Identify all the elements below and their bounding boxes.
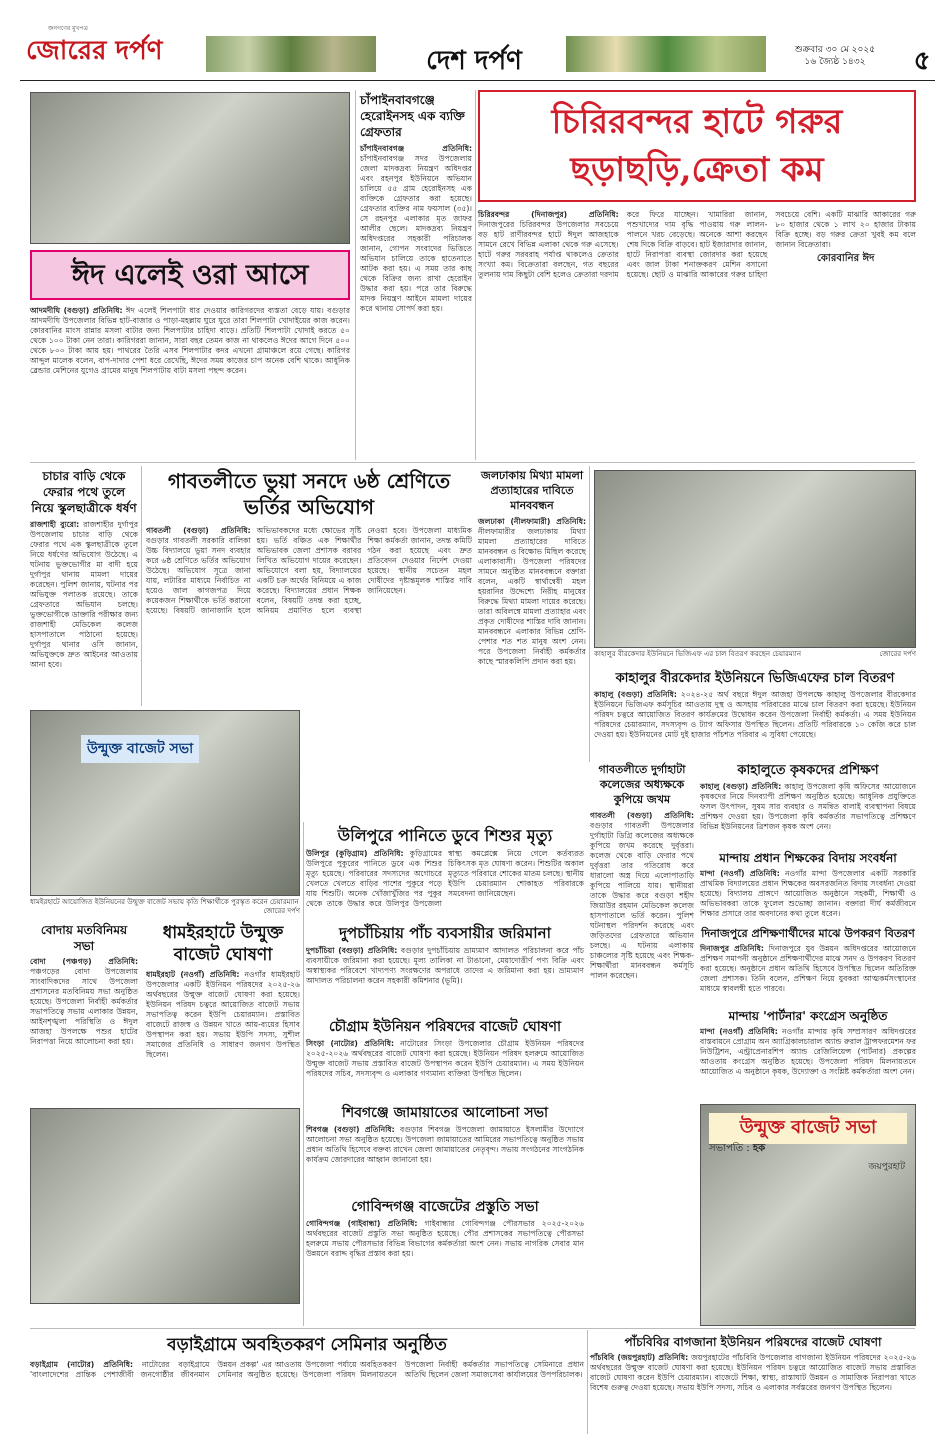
chougram-article (306, 1018, 584, 1102)
jaldhaka-article (478, 468, 586, 820)
gabtoli-college-dateline: গাবতলী (বগুড়া) প্রতিনিধি: (590, 811, 694, 820)
masthead-rule (20, 80, 935, 81)
date-bangla: ১৬ জ্যৈষ্ঠ ১৪৩২ (804, 57, 866, 67)
dupchanchia-dateline: দুপচাঁচিয়া (বগুড়া) প্রতিনিধি: (306, 946, 398, 955)
eid-feature-banner (30, 250, 350, 300)
chirirbandar-headline: চিরিরবন্দর হাটে গরুর ছড়াছড়ি,ক্রেতা কম (551, 102, 843, 190)
gabtoli-headline: গাবতলীতে ভুয়া সনদে ৬ষ্ঠ শ্রেণিতে ভর্তির অভিযোগ (167, 469, 451, 519)
ulipur-body: কুড়িগ্রামের উলিপুরে পুকুরের পানিতে ডুবে এক শিশুর মৃত্যু হয়েছে। পরিবারের সদস্যদের অগোচরে খেলতে খেলতে বাড়ির পাশের পুকুরে পড়ে যায় শিশুটি। অনেক খোঁজাখুঁজির পর পুকুর থেকে তাকে উদ্ধার করে উলিপুর উপজেলা স্বাস্থ্য কমপ্লেক্সে নিয়ে গেলে কর্তব্যরত চিকিৎসক মৃত ঘোষণা করেন। শিশুটির অকাল মৃত্যুতে পরিবারে শোকের মাতম চলছে। স্থানীয় ইউপি চেয়ারম্যান শোকাহত পরিবারকে সমবেদনা জানিয়েছেন। (306, 849, 584, 908)
rape-body: রাজশাহীর দুর্গাপুর উপজেলায় চাচার বাড়ি থেকে ফেরার পথে এক স্কুলছাত্রীকে তুলে নিয়ে ধর্ষণের অভিযোগ উঠেছে। এ ঘটনায় ভুক্তভোগীর মা বাদী হয়ে দুর্গাপুর থানায় মামলা দায়ের করেছেন। পুলিশ জানায়, ঘটনার পর অভিযুক্ত পলাতক রয়েছে। তাকে গ্রেফতারে অভিযান চলছে। ভুক্তভোগীকে ডাক্তারি পরীক্ষার জন্য রাজশাহী মেডিকেল কলেজ হাসপাতালে পাঠানো হয়েছে। দুর্গাপুর থানার ওসি জানান, অভিযুক্তকে দ্রুত আইনের আওতায় আনা হবে। (30, 520, 138, 669)
dhamoirhat-dateline: ধামইরহাট (নওগাঁ) প্রতিনিধি: (146, 970, 240, 979)
jaldhaka-dateline: জলঢাকা (নীলফামারী) প্রতিনিধি: (478, 517, 586, 526)
gobindaganj-body: গাইবান্ধার গোবিন্দগঞ্জ পৌরসভার ২০২৫-২০২৬ অর্থবছরের বাজেট প্রস্তুতি সভা অনুষ্ঠিত হয়েছে। পৌর প্রশাসকের সভাপতিত্বে পৌরসভা হলরুমে সভায় পৌরসভার বিভিন্ন বিভাগের কর্মকর্তারা অংশ নেন। সভায় নাগরিক সেবার মান উন্নয়নে বরাদ্দ বৃদ্ধির প্রস্তাব করা হয়। (306, 1219, 584, 1258)
farewell-body: নওগাঁর মান্দা উপজেলার একটি সরকারি প্রাথমিক বিদ্যালয়ের প্রধান শিক্ষকের অবসরজনিত বিদায় সংবর্ধনা দেওয়া হয়েছে। বিদ্যালয় প্রাঙ্গণে আয়োজিত অনুষ্ঠানে সহকর্মী, শিক্ষার্থী ও অভিভাবকরা তাকে ফুলেল শুভেচ্ছা জানান। বক্তারা দীর্ঘ কর্মজীবনে শিক্ষার প্রসারে তার অবদানের কথা তুলে ধরেন। (700, 869, 916, 918)
gabtoli-article (146, 468, 472, 704)
baraigram-article (30, 1334, 584, 1434)
gabtoli-dateline: গাবতলী (বগুড়া) প্রতিনিধি: (146, 526, 251, 535)
pachbibi-article (590, 1334, 916, 1434)
seminar-photo (30, 1108, 300, 1304)
farewell-article (700, 850, 916, 924)
shibganj-body: বগুড়ার শিবগঞ্জ উপজেলা জামায়াতে ইসলামীর উদ্যোগে আলোচনা সভা অনুষ্ঠিত হয়েছে। উপজেলা জামায়াতের আমিরের সভাপতিত্বে অনুষ্ঠিত সভায় প্রধান অতিথি হিসেবে বক্তব্য রাখেন জেলা জামায়াতের নেতৃবৃন্দ। সভায় সংগঠনের সাংগঠনিক কার্যক্রম জোরদারের আহ্বান জানানো হয়। (306, 1125, 584, 1164)
dupchanchia-headline: দুপচাঁচিয়ায় পাঁচ ব্যবসায়ীর জরিমানা (339, 924, 551, 942)
shibganj-dateline: শিবগঞ্জ (বগুড়া) প্রতিনিধি: (306, 1125, 395, 1134)
gabtoli-college-headline: গাবতলীতে দুর্গাহাটা কলেজের অধ্যক্ষকে কুপিয়ে জখম (598, 763, 686, 806)
pachbibi-dateline: পাঁচবিবি (জয়পুরহাট) প্রতিনিধি: (590, 1353, 689, 1362)
pachbibi-banner-place: জয়পুরহাট (868, 1162, 905, 1172)
heroin-headline: চাঁপাইনবাবগঞ্জে হেরোইনসহ এক ব্যক্তি গ্রেফতার (360, 93, 465, 139)
gabtoli-college-body: বগুড়ার গাবতলী উপজেলার দুর্গাহাটা ডিগ্রি কলেজের অধ্যক্ষকে কুপিয়ে জখম করেছে দুর্বৃত্তরা। কলেজ থেকে বাড়ি ফেরার পথে দুর্বৃত্তরা তার গতিরোধ করে ধারালো অস্ত্র দিয়ে এলোপাতাড়ি কুপিয়ে পালিয়ে যায়। স্থানীয়রা তাকে উদ্ধার করে বগুড়া শহীদ জিয়াউর রহমান মেডিকেল কলেজ হাসপাতালে ভর্তি করেন। পুলিশ ঘটনাস্থল পরিদর্শন করেছে এবং জড়িতদের গ্রেফতারে অভিযান চলছে। এ ঘটনায় এলাকায় চাঞ্চল্যের সৃষ্টি হয়েছে এবং শিক্ষক-শিক্ষার্থীরা মানববন্ধন কর্মসূচি পালন করেছেন। (590, 821, 694, 980)
heroin-dateline: চাঁপাইনবাবগঞ্জ প্রতিনিধি: (360, 144, 472, 153)
chougram-dateline: সিংড়া (নাটোর) প্রতিনিধি: (306, 1039, 394, 1048)
shibganj-article (306, 1104, 584, 1196)
dinajpur-body: দিনাজপুরে যুব উন্নয়ন অধিদপ্তরের আয়োজনে প্রশিক্ষণ সমাপনী অনুষ্ঠানে প্রশিক্ষণার্থীদের মাঝে সনদ ও উপকরণ বিতরণ করা হয়েছে। অনুষ্ঠানে প্রধান অতিথি হিসেবে উপস্থিত ছিলেন অতিরিক্ত জেলা প্রশাসক। তিনি বলেন, প্রশিক্ষণ নিয়ে যুবকরা আত্মকর্মসংস্থানের মাধ্যমে স্বাবলম্বী হতে পারবে। (700, 944, 916, 993)
vgf-caption-credit: জোরের দর্পণ (879, 650, 916, 658)
partner-article (700, 1008, 916, 1102)
eid-feature-body (30, 306, 350, 456)
masthead-photo-strip-right (566, 36, 766, 72)
vgf-caption-text: কাহালুর বীরকেদার ইউনিয়নে ভিজিএফ এর চাল বিতরণ করছেন চেয়ারম্যান (594, 650, 801, 658)
logo (26, 25, 206, 70)
shibganj-headline: শিবগঞ্জে জামায়াতের আলোচনা সভা (341, 1105, 549, 1121)
chirirbandar-dateline: চিরিরবন্দর (দিনাজপুর) প্রতিনিধি: (478, 210, 619, 219)
pachbibi-banner-title: উন্মুক্ত বাজেট সভা (709, 1113, 907, 1144)
chougram-body: নাটোরের সিংড়া উপজেলার চৌগ্রাম ইউনিয়ন পরিষদের ২০২৫-২০২৬ অর্থবছরের বাজেট ঘোষণা করা হয়েছে। ইউনিয়ন পরিষদ হলরুমে আয়োজিত উন্মুক্ত বাজেট সভায় প্রস্তাবিত বাজেট উপস্থাপন করেন ইউপি চেয়ারম্যান। এ সময় ইউনিয়ন পরিষদের সচিব, সদস্যবৃন্দ ও এলাকার গণ্যমান্য ব্যক্তিরা উপস্থিত ছিলেন। (306, 1039, 584, 1078)
section-title: দেশ দর্পণ (426, 46, 522, 76)
eid-feature-headline: ঈদ এলেই ওরা আসে (71, 258, 309, 291)
ulipur-article (306, 826, 584, 922)
logo-sub: জনগণের মুখপত্র (48, 25, 88, 32)
stone-carver-photo (30, 92, 350, 244)
budget-banner-title: উন্মুক্ত বাজেট সভা (81, 735, 199, 763)
gabtoli-body: বগুড়ার গাবতলী সরকারি বালিকা উচ্চ বিদ্যালয়ে ভুয়া সনদ ব্যবহার করে ৬ষ্ঠ শ্রেণিতে ভর্তির অভিযোগ উঠেছে। অভিযোগ সূত্রে জানা যায়, লটারির মাধ্যমে নির্বাচিত না হয়েও জাল কাগজপত্র দিয়ে কয়েকজন শিক্ষার্থীকে ভর্তি করানো হয়েছে। বিষয়টি জানাজানি হলে অভিভাবকদের মধ্যে ক্ষোভের সৃষ্টি হয়। ভর্তি বঞ্চিত এক শিক্ষার্থীর অভিভাবক জেলা প্রশাসক বরাবর লিখিত অভিযোগ দায়ের করেছেন। অভিযোগে বলা হয়, বিদ্যালয়ের একটি চক্র অর্থের বিনিময়ে এ কাজ করেছে। বিদ্যালয়ের প্রধান শিক্ষক বলেন, বিষয়টি তদন্ত করা হচ্ছে, অনিয়ম প্রমাণিত হলে ব্যবস্থা নেওয়া হবে। উপজেলা মাধ্যমিক শিক্ষা কর্মকর্তা জানান, তদন্ত কমিটি গঠন করা হয়েছে এবং দ্রুত প্রতিবেদন দেওয়ার নির্দেশ দেওয়া হয়েছে। স্থানীয় সচেতন মহল দোষীদের দৃষ্টান্তমূলক শাস্তির দাবি জানিয়েছেন। (146, 526, 472, 615)
rape-headline: চাচার বাড়ি থেকে ফেরার পথে তুলে নিয়ে স্কুলছাত্রীকে ধর্ষণ (31, 469, 137, 515)
date-gregorian: শুক্রবার ৩০ মে ২০২৫ (794, 45, 876, 55)
eid-feature-dateline: আদমদীঘি (বগুড়া) প্রতিনিধি: (30, 306, 123, 315)
kahalu-vgf-headline: কাহালুর বীরকেদার ইউনিয়নে ভিজিএফের চাল বিতরণ (615, 671, 895, 686)
ulipur-dateline: উলিপুর (কুড়িগ্রাম) প্রতিনিধি: (306, 849, 404, 858)
date-block (770, 44, 900, 72)
dhamoirhat-body: নওগাঁর ধামইরহাট উপজেলার একটি ইউনিয়ন পরিষদের ২০২৫-২৬ অর্থবছরের উন্মুক্ত বাজেট ঘোষণা করা হয়েছে। ইউনিয়ন পরিষদ চত্বরে আয়োজিত বাজেট সভায় সভাপতিত্ব করেন ইউপি চেয়ারম্যান। প্রস্তাবিত বাজেটে রাজস্ব ও উন্নয়ন খাতে আয়-ব্যয়ের হিসাব উপস্থাপন করা হয়। সভায় ইউপি সদস্য, সুশীল সমাজের প্রতিনিধি ও সাধারণ জনগণ উপস্থিত ছিলেন। (146, 970, 301, 1059)
kahalu-training-body: কাহালু উপজেলা কৃষি অফিসের আয়োজনে কৃষকদের নিয়ে দিনব্যাপী প্রশিক্ষণ অনুষ্ঠিত হয়েছে। আধুনিক প্রযুক্তিতে ফসল উৎপাদন, সুষম সার ব্যবহার ও সমন্বিত বালাই ব্যবস্থাপনা বিষয়ে প্রশিক্ষণ দেওয়া হয়। উপজেলা কৃষি কর্মকর্তার সভাপতিত্বে প্রশিক্ষণে বিভিন্ন ইউনিয়নের ত্রিশজন কৃষক অংশ নেন। (700, 782, 916, 831)
chirirbandar-text: দিনাজপুরের চিরিরবন্দর উপজেলার সবচেয়ে বড় হাট রাণীরবন্দর হাটে ঈদুল আজহাকে সামনে রেখে বিভিন্ন এলাকা থেকে গরু এসেছে। হাটে গরুর সরবরাহ পর্যাপ্ত থাকলেও ক্রেতার সংখ্যা কম। বিক্রেতারা বলছেন, গত বছরের তুলনায় দাম কিছুটা বেশি হলেও ক্রেতারা দরদাম করে ফিরে যাচ্ছেন। খামারিরা জানান, পশুখাদ্যের দাম বৃদ্ধি পাওয়ায় গরু লালন-পালনে খরচ বেড়েছে। অনেকে আশা করছেন শেষ দিকে বিক্রি বাড়বে। হাট ইজারাদার জানান, হাটে নিরাপত্তা ব্যবস্থা জোরদার করা হয়েছে এবং জাল টাকা শনাক্তকরণ মেশিন বসানো হয়েছে। ছোট ও মাঝারি আকারের গরুর চাহিদা সবচেয়ে বেশি। একটি মাঝারি আকারের গরু ৮০ হাজার থেকে ১ লাখ ২০ হাজার টাকায় বিক্রি হচ্ছে। বড় গরুর ক্রেতা খুবই কম বলে জানান বিক্রেতারা। (478, 210, 916, 279)
pachbibi-banner-name: হক (752, 1143, 766, 1154)
kahalu-vgf-body: ২০২৪-২৫ অর্থ বছরে ঈদুল আজহা উপলক্ষে কাহালু উপজেলার বীরকেদার ইউনিয়নে ভিজিএফ কর্মসূচির আওতায় দুস্থ ও অসহায় পরিবারের মাঝে চাল বিতরণ করা হয়েছে। ইউনিয়ন পরিষদ চত্বরে আয়োজিত বিতরণ কার্যক্রমের উদ্বোধন করেন উপজেলা নির্বাহী কর্মকর্তা। এ সময় ইউনিয়ন পরিষদের চেয়ারম্যান, সদস্যবৃন্দ ও ট্যাগ অফিসার উপস্থিত ছিলেন। প্রতিটি পরিবারকে ১০ কেজি করে চাল দেওয়া হয়। ইউনিয়নের মোট দুই হাজার পাঁচশত পরিবার এ সুবিধা পেয়েছে। (594, 690, 917, 739)
pachbibi-photo (700, 1104, 916, 1326)
partner-body: নওগাঁর মান্দায় কৃষি সম্প্রসারণ অধিদপ্তরের বাস্তবায়নে প্রোগ্রাম অন অ্যাগ্রিকালচারাল অ্যান্ড রুরাল ট্রান্সফরমেশন ফর নিউট্রিশন, এন্ট্রাপ্রেনারশিপ অ্যান্ড রেজিলিয়েন্স (পার্টনার) প্রকল্পের আওতায় কংগ্রেস অনুষ্ঠিত হয়েছে। উপজেলা পরিষদ মিলনায়তনে আয়োজিত এ অনুষ্ঠানে কৃষক, উদ্যোক্তা ও সংশ্লিষ্ট কর্মকর্তারা অংশ নেন। (700, 1027, 917, 1076)
masthead (0, 0, 945, 80)
vgf-caption (594, 650, 916, 668)
chirirbandar-headline-box (478, 90, 916, 202)
rape-dateline: রাজশাহী ব্যুরো: (30, 520, 80, 529)
pachbibi-banner-presided: সভাপতি : (709, 1143, 750, 1154)
bodai-body: পঞ্চগড়ের বোদা উপজেলায় সাংবাদিকদের সাথে উপজেলা প্রশাসনের মতবিনিময় সভা অনুষ্ঠিত হয়েছে। উপজেলা নির্বাহী কর্মকর্তার সভাপতিত্বে সভায় এলাকার উন্নয়ন, আইনশৃঙ্খলা পরিস্থিতি ও ঈদুল আজহা উপলক্ষে পশুর হাটের নিরাপত্তা নিয়ে আলোচনা করা হয়। (30, 967, 138, 1046)
dinajpur-dateline: দিনাজপুর প্রতিনিধি: (700, 944, 764, 953)
bodai-headline: বোদায় মতবিনিময় সভা (40, 923, 128, 953)
pachbibi-body: জয়পুরহাটের পাঁচবিবি উপজেলার বাগজানা ইউনিয়ন পরিষদের ২০২৫-২৬ অর্থবছরের উন্মুক্ত বাজেট ঘোষণা করা হয়েছে। ইউনিয়ন পরিষদ চত্বরে আয়োজিত বাজেট সভায় প্রস্তাবিত বাজেট ঘোষণা করেন ইউপি চেয়ারম্যান। বাজেটে শিক্ষা, স্বাস্থ্য, রাস্তাঘাট উন্নয়ন ও সামাজিক নিরাপত্তা খাতে বিশেষ গুরুত্ব দেওয়া হয়েছে। সভায় ইউপি সদস্য, সচিব ও এলাকার সর্বস্তরের জনগণ উপস্থিত ছিলেন। (590, 1353, 916, 1392)
eid-feature-text: ঈদ এলেই শিলপাটা ধার দেওয়ার কারিগরদের ব্যস্ততা বেড়ে যায়। বগুড়ার আদমদীঘি উপজেলার বিভিন্ন হাট-বাজার ও পাড়া-মহল্লায় ঘুরে ঘুরে তারা শিলপাটা খোদাইয়ের কাজ করেন। কোরবানির মাংস রান্নার মসলা বাটার জন্য শিলপাটার চাহিদা বাড়ে। প্রতিটি শিলপাটা খোদাই করতে ৫০ থেকে ১০০ টাকা নেন তারা। কারিগররা জানান, সারা বছর তেমন কাজ না থাকলেও ঈদের আগে দিনে ৫০০ থেকে ৮০০ টাকা আয় হয়। পাথরের তৈরি এসব শিলপাটার কদর এখনো গ্রামাঞ্চলে রয়ে গেছে। কারিগর আব্দুল মালেক বলেন, বাপ-দাদার পেশা ধরে রেখেছি, ঈদের সময় কাজের চাপ অনেক বেশি থাকে। আধুনিক ব্লেন্ডার মেশিনের যুগেও গ্রামের মানুষ শিলপাটায় বাটা মসলা পছন্দ করেন। (30, 306, 350, 375)
baraigram-body: নাটোরের বড়াইগ্রামে 'বাংলাদেশের প্রান্তিক পেশাজীবী জনগোষ্ঠীর জীবনমান উন্নয়ন প্রকল্প' এর আওতায় উপজেলা পর্যায়ে অবহিতকরণ সেমিনার অনুষ্ঠিত হয়েছে। উপজেলা পরিষদ মিলনায়তনে উপজেলা নির্বাহী কর্মকর্তার সভাপতিত্বে সেমিনারে প্রধান অতিথি ছিলেন জেলা সমাজসেবা কার্যালয়ের উপপরিচালক। (30, 1360, 584, 1379)
dinajpur-headline: দিনাজপুরে প্রশিক্ষণার্থীদের মাঝে উপকরণ বিতরণ (701, 927, 915, 940)
kahalu-vgf-dateline: কাহালু (বগুড়া) প্রতিনিধি: (594, 690, 677, 699)
budget-caption-text: ধামইরহাটে আয়োজিত ইউনিয়নের উন্মুক্ত বাজেট সভায় কৃতি শিক্ষার্থীকে পুরস্কৃত করেন চেয়ারম্যান (30, 898, 299, 906)
kahalu-training-headline: কাহালুতে কৃষকদের প্রশিক্ষণ (737, 763, 879, 778)
partner-dateline: মান্দা (নওগাঁ) প্রতিনিধি: (700, 1027, 778, 1036)
dhamoirhat-headline: ধামইরহাটে উন্মুক্ত বাজেট ঘোষণা (162, 923, 284, 965)
masthead-photo-strip-left (206, 36, 376, 72)
baraigram-headline: বড়াইগ্রামে অবহিতকরণ সেমিনার অনুষ্ঠিত (167, 1335, 447, 1355)
pachbibi-headline: পাঁচবিবির বাগজানা ইউনিয়ন পরিষদের বাজেট ঘোষণা (624, 1335, 882, 1349)
gabtoli-college-article (590, 762, 694, 1322)
budget-caption (30, 898, 300, 918)
kahalu-vgf-article (594, 670, 916, 760)
dhamoirhat-article (146, 922, 300, 1104)
chirirbandar-subhead: কোরবানির ঈদ (816, 253, 875, 264)
farewell-dateline: মান্দা (নওগাঁ) প্রতিনিধি: (700, 869, 780, 878)
heroin-article (360, 92, 472, 456)
gobindaganj-dateline: গোবিন্দগঞ্জ (গাইবান্ধা) প্রতিনিধি: (306, 1219, 418, 1228)
rape-article (30, 468, 138, 704)
vgf-photo (594, 470, 916, 648)
budget-caption-credit: জোরের দর্পণ (263, 907, 300, 915)
dupchanchia-article (306, 924, 584, 1016)
gobindaganj-article (306, 1198, 584, 1324)
chirirbandar-body (478, 210, 916, 390)
dupchanchia-body: বগুড়ার দুপচাঁচিয়ায় ভ্রাম্যমাণ আদালত পরিচালনা করে পাঁচ ব্যবসায়ীকে জরিমানা করা হয়েছে। মূল্য তালিকা না টাঙানো, মেয়াদোত্তীর্ণ পণ্য বিক্রি এবং অস্বাস্থ্যকর পরিবেশে খাদ্যপণ্য সংরক্ষণের অপরাধে তাদের এ জরিমানা করা হয়। ভ্রাম্যমাণ আদালত পরিচালনা করেন সহকারী কমিশনার (ভূমি)। (306, 946, 584, 985)
chougram-headline: চৌগ্রাম ইউনিয়ন পরিষদের বাজেট ঘোষণা (328, 1019, 562, 1035)
jaldhaka-headline: জলঢাকায় মিথ্যা মামলা প্রত্যাহারের দাবিতে মানববন্ধন (480, 469, 584, 512)
logo-text: জোরের দর্পণ (26, 36, 163, 66)
jaldhaka-body: নীলফামারীর জলঢাকায় মিথ্যা মামলা প্রত্যাহারের দাবিতে মানববন্ধন ও বিক্ষোভ মিছিল করেছে এলাকাবাসী। উপজেলা পরিষদের সামনে অনুষ্ঠিত মানববন্ধনে বক্তারা বলেন, একটি স্বার্থান্বেষী মহল হয়রানির উদ্দেশ্যে নিরীহ মানুষের বিরুদ্ধে মিথ্যা মামলা দায়ের করেছে। তারা অবিলম্বে মামলা প্রত্যাহার এবং প্রকৃত দোষীদের শাস্তির দাবি জানান। মানববন্ধনে এলাকার বিভিন্ন শ্রেণি-পেশার শত শত মানুষ অংশ নেন। পরে উপজেলা নির্বাহী কর্মকর্তার কাছে স্মারকলিপি প্রদান করা হয়। (478, 527, 586, 666)
dinajpur-article (700, 926, 916, 1006)
kahalu-training-article (700, 762, 916, 848)
bodai-dateline: বোদা (পঞ্চগড়) প্রতিনিধি: (30, 957, 138, 966)
farewell-headline: মান্দায় প্রধান শিক্ষকের বিদায় সংবর্ধনা (719, 851, 897, 865)
ulipur-headline: উলিপুরে পানিতে ডুবে শিশুর মৃত্যু (337, 826, 553, 845)
budget-photo (30, 710, 300, 896)
gobindaganj-headline: গোবিন্দগঞ্জ বাজেটের প্রস্তুতি সভা (351, 1199, 539, 1215)
bodai-article (30, 922, 138, 1104)
heroin-body: চাঁপাইনবাবগঞ্জ সদর উপজেলায় জেলা মাদকদ্রব্য নিয়ন্ত্রণ অধিদপ্তর এবং রহনপুর ইউনিয়নে অভিযান চালিয়ে ৫৫ গ্রাম হেরোইনসহ এক ব্যক্তিকে গ্রেফতার করা হয়েছে। গ্রেফতার ব্যক্তির নাম ফয়সাল (৩৫)। সে রহনপুর এলাকার মৃত জাফর আলীর ছেলে। মাদকদ্রব্য নিয়ন্ত্রণ অধিদপ্তরের সহকারী পরিচালক জানান, গোপন সংবাদের ভিত্তিতে অভিযান চালিয়ে তাকে হাতেনাতে আটক করা হয়। এ সময় তার কাছ থেকে বিক্রির জন্য রাখা হেরোইন উদ্ধার করা হয়। পরে তার বিরুদ্ধে মাদক নিয়ন্ত্রণ আইনে মামলা দায়ের করে থানায় সোপর্দ করা হয়। (360, 154, 472, 313)
baraigram-dateline: বড়াইগ্রাম (নাটোর) প্রতিনিধি: (30, 1360, 134, 1369)
page-number: ৫ (913, 46, 931, 76)
partner-headline: মান্দায় 'পার্টনার' কংগ্রেস অনুষ্ঠিত (728, 1009, 888, 1023)
kahalu-training-dateline: কাহালু (বগুড়া) প্রতিনিধি: (700, 782, 782, 791)
